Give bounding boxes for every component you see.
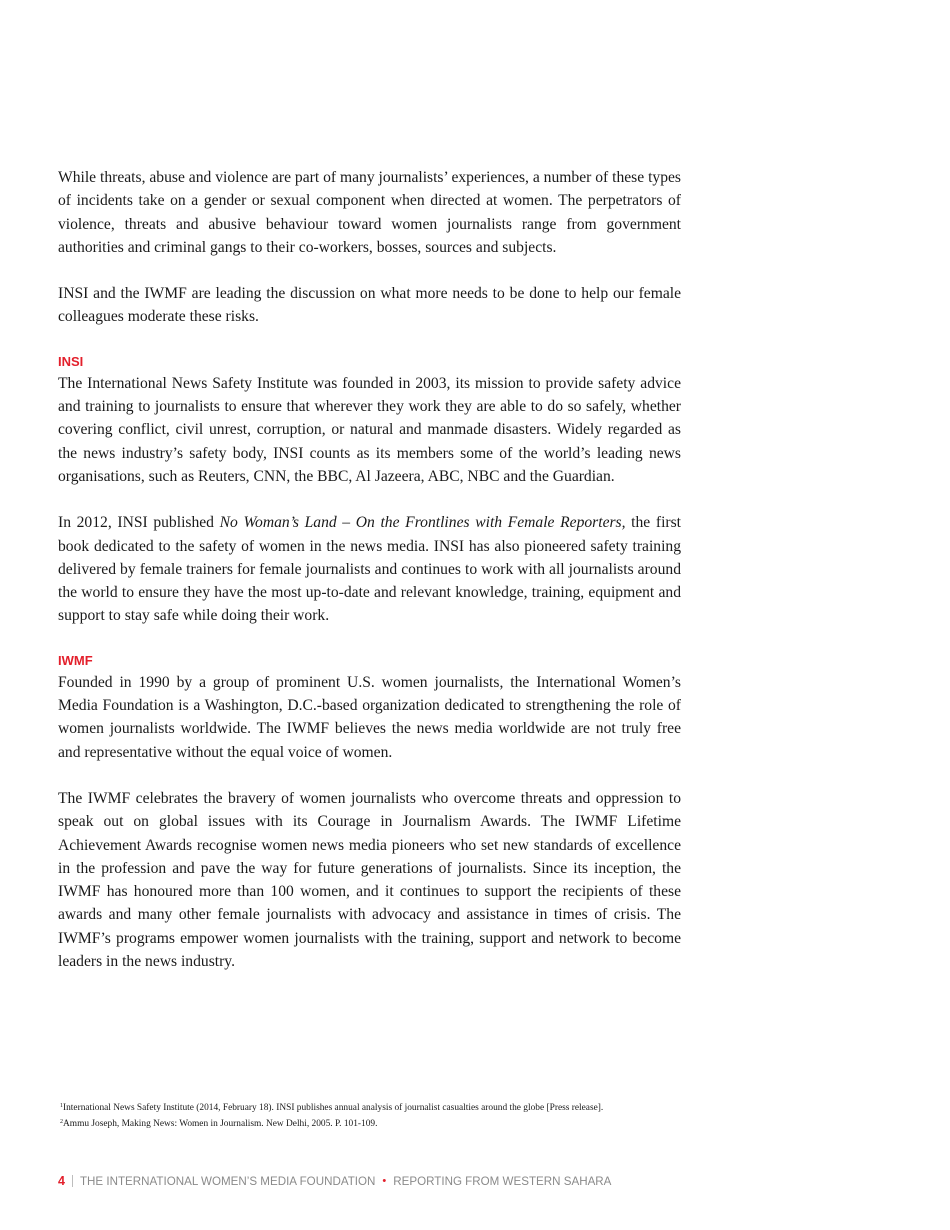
footnote-number: 2 bbox=[60, 1119, 63, 1125]
footnote bbox=[60, 1099, 760, 1115]
main-content bbox=[58, 166, 681, 973]
insi-paragraph-2-lead: In 2012, INSI published bbox=[58, 514, 220, 532]
book-title: No Woman’s Land – On the Frontlines with Female Reporters, bbox=[219, 514, 626, 532]
iwmf-paragraph-1: Founded in 1990 by a group of prominent U.S. women journalists, the International Women’s Media Foundation is a Washington, D.C.-based organization dedicated to strengthening the role of women journalists worldwide. The IWMF believes the news media worldwide are not truly free and representative without the equal voice of women. bbox=[58, 673, 681, 761]
report-title: REPORTING FROM WESTERN SAHARA bbox=[393, 1174, 612, 1188]
iwmf-paragraph-2: The IWMF celebrates the bravery of women journalists who overcome threats and oppression to speak out on global issues with its Courage in Journalism Awards. The IWMF Lifetime Achievement Awards recognise women news media pioneers who set new standards of excellence in the profession and pave the way for future generations of journalists. Since its inception, the IWMF has honoured more than 100 women, and it continues to support the recipients of these awards and many other female journalists with advocacy and assistance in times of crisis. The IWMF’s programs empower women journalists with the training, support and network to become leaders in the news industry. bbox=[58, 789, 681, 971]
footnote bbox=[60, 1115, 760, 1131]
bullet-separator: • bbox=[382, 1175, 387, 1187]
insi-paragraph-2 bbox=[58, 511, 681, 627]
page-number: 4 bbox=[58, 1174, 65, 1188]
intro-paragraph-1: While threats, abuse and violence are part of many journalists’ experiences, a number of these types of incidents take on a gender or sexual component when directed at women. The perpetrators of violence, threats and abusive behaviour toward women journalists range from government authorities and criminal gangs to their co-workers, bosses, sources and subjects. bbox=[58, 169, 681, 256]
footnote-number: 1 bbox=[60, 1103, 63, 1109]
footnote-text: International News Safety Institute (2014, February 18). INSI publishes annual analysis of journalist casualties around the globe [Press release]. bbox=[63, 1103, 604, 1113]
intro-paragraph-2: INSI and the IWMF are leading the discussion on what more needs to be done to help our female colleagues moderate these risks. bbox=[58, 285, 681, 326]
footer-divider bbox=[72, 1175, 73, 1187]
insi-heading: INSI bbox=[58, 353, 84, 369]
page-footer bbox=[58, 1172, 611, 1190]
iwmf-heading: IWMF bbox=[58, 652, 93, 668]
publication-name: THE INTERNATIONAL WOMEN’S MEDIA FOUNDATION bbox=[79, 1174, 376, 1188]
footnotes bbox=[60, 1099, 760, 1131]
insi-paragraph-2-rest: the first book dedicated to the safety of women in the news media. INSI has also pioneered safety training delivered by female trainers for female journalists and continues to work with all journalists around the world to ensure they have the most up-to-date and relevant knowledge, training, equipment and support to stay safe while doing their work. bbox=[58, 514, 681, 625]
insi-paragraph-1: The International News Safety Institute was founded in 2003, its mission to provide safety advice and training to journalists to ensure that wherever they work they are able to do so safely, whether covering conflict, civil unrest, corruption, or natural and manmade disasters. Widely regarded as the news industry’s safety body, INSI counts as its members some of the world’s leading news organisations, such as Reuters, CNN, the BBC, Al Jazeera, ABC, NBC and the Guardian. bbox=[58, 374, 681, 485]
footnote-text: Ammu Joseph, Making News: Women in Journalism. New Delhi, 2005. P. 101-109. bbox=[63, 1119, 378, 1129]
